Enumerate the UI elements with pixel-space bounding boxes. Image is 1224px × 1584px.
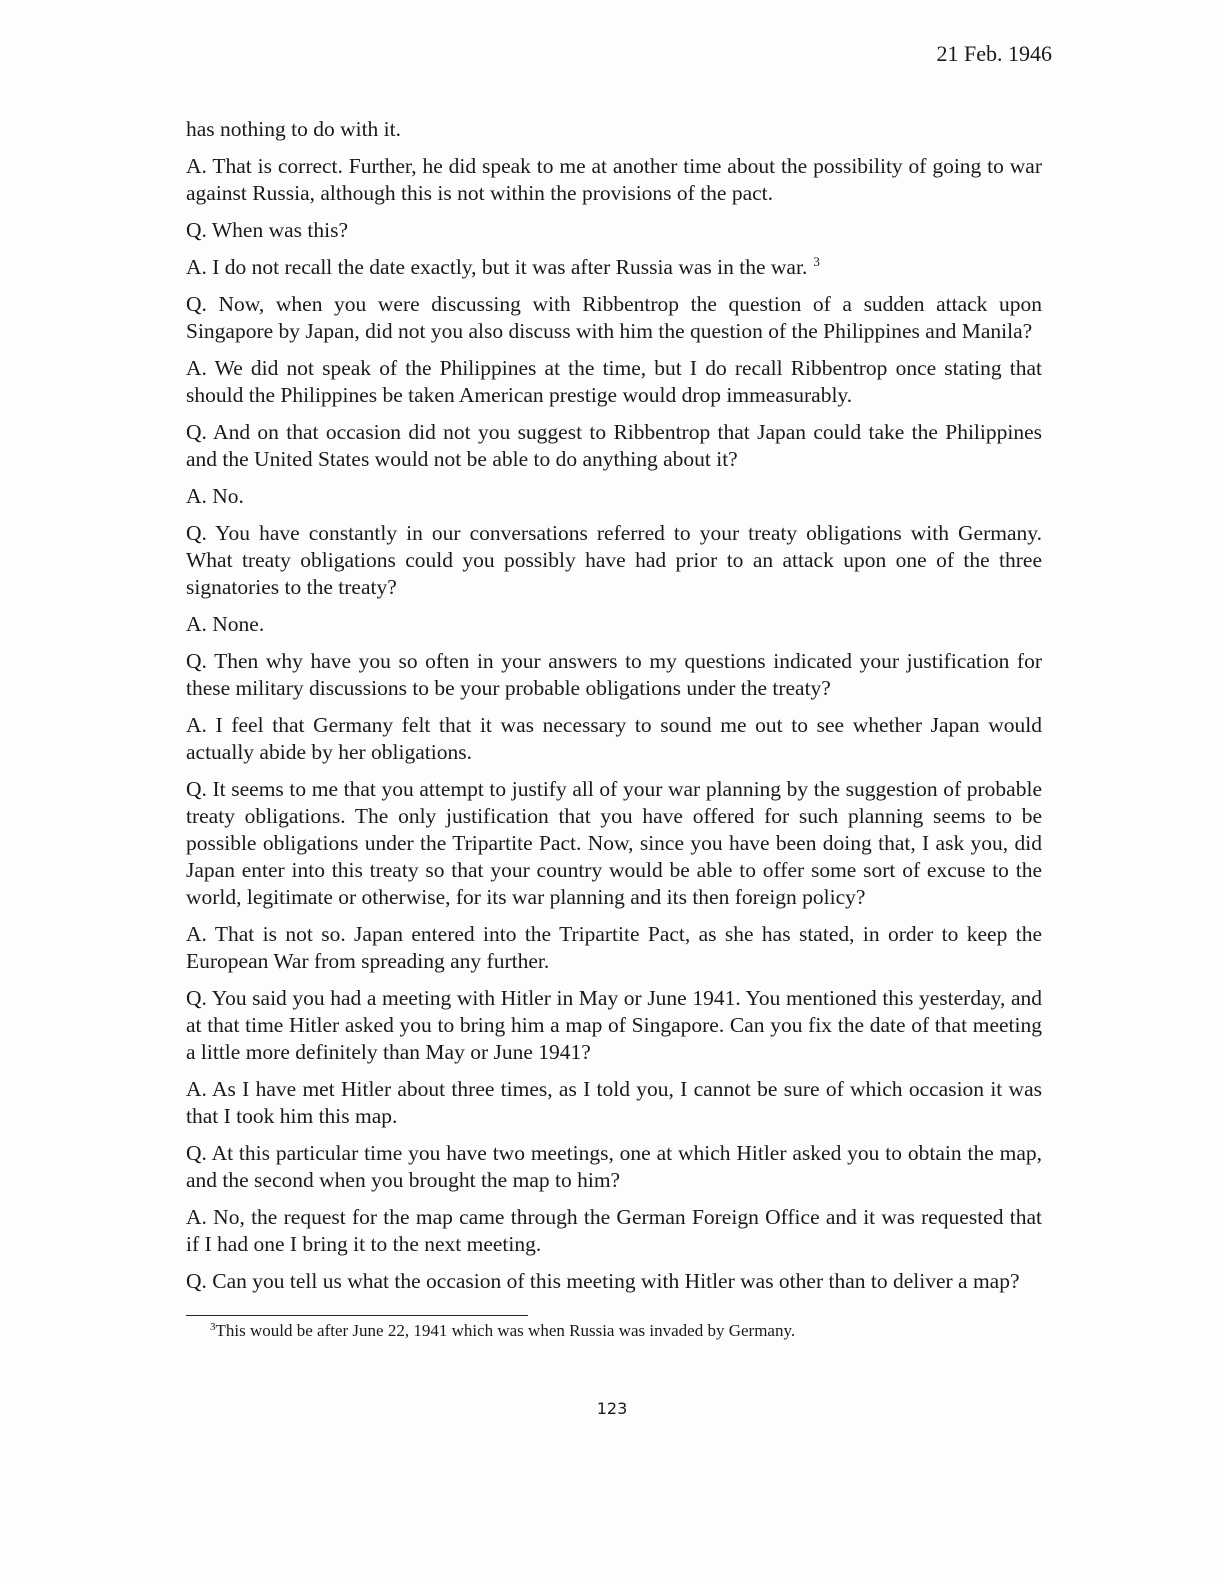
paragraph [186,483,1042,510]
paragraph-text: Q. Then why have you so often in your answers to my questions indicated your justification for these military discussions to be your probable obligations under the treaty? [186,649,1042,700]
paragraph-text: Q. When was this? [186,218,349,242]
paragraph-text: A. We did not speak of the Philippines at the time, but I do recall Ribbentrop once stating that should the Philippines be taken American prestige would drop immeasurably. [186,356,1042,407]
header-date: 21 Feb. 1946 [936,41,1052,66]
paragraph-text: A. No. [186,484,244,508]
paragraph [186,419,1042,473]
footnote [210,1320,795,1342]
paragraph-text: A. I do not recall the date exactly, but it was after Russia was in the war. [186,255,808,279]
paragraph [186,1268,1042,1295]
paragraph-text: A. That is not so. Japan entered into the Tripartite Pact, as she has stated, in order to keep the European War from spreading any further. [186,922,1042,973]
paragraph [186,921,1042,975]
paragraph [186,291,1042,345]
paragraph [186,1204,1042,1258]
page-number: 123 [596,1399,628,1418]
footnote-reference[interactable]: 3 [813,254,820,269]
paragraph [186,520,1042,601]
paragraph [186,355,1042,409]
paragraph [186,985,1042,1066]
paragraph [186,116,1042,143]
paragraph [186,254,1042,281]
footnote-marker: 3 [210,1321,216,1333]
paragraph [186,153,1042,207]
paragraph [186,1076,1042,1130]
paragraph-text: A. I feel that Germany felt that it was necessary to sound me out to see whether Japan would actually abide by her obligations. [186,713,1042,764]
transcript-body [186,116,1042,1305]
paragraph-text: Q. Can you tell us what the occasion of this meeting with Hitler was other than to deliver a map? [186,1269,1020,1293]
paragraph-text: Q. At this particular time you have two meetings, one at which Hitler asked you to obtain the map, and the second when you brought the map to him? [186,1141,1042,1192]
paragraph-text: A. That is correct. Further, he did speak to me at another time about the possibility of going to war against Russia, although this is not within the provisions of the pact. [186,154,1042,205]
paragraph-text: Q. It seems to me that you attempt to justify all of your war planning by the suggestion of probable treaty obligations. The only justification that you have offered for such planning seems to be possible obligations under the Tripartite Pact. Now, since you have been doing that, I ask you, did Japan enter into this treaty so that your country would be able to offer some sort of excuse to the world, legitimate or otherwise, for its war planning and its then foreign policy? [186,777,1042,909]
paragraph [186,1140,1042,1194]
paragraph-text: A. As I have met Hitler about three times, as I told you, I cannot be sure of which occasion it was that I took him this map. [186,1077,1042,1128]
paragraph [186,776,1042,911]
paragraph-text: A. None. [186,612,265,636]
paragraph-text: Q. You said you had a meeting with Hitler in May or June 1941. You mentioned this yesterday, and at that time Hitler asked you to bring him a map of Singapore. Can you fix the date of that meeting a little more definitely than May or June 1941? [186,986,1042,1064]
paragraph [186,611,1042,638]
paragraph-text: Q. And on that occasion did not you suggest to Ribbentrop that Japan could take the Philippines and the United States would not be able to do anything about it? [186,420,1042,471]
paragraph-text: Q. You have constantly in our conversations referred to your treaty obligations with Germany. What treaty obligations could you possibly have had prior to an attack upon one of the three signatories to the treaty? [186,521,1042,599]
footnote-text: This would be after June 22, 1941 which was when Russia was invaded by Germany. [215,1321,796,1340]
paragraph-text: A. No, the request for the map came through the German Foreign Office and it was requested that if I had one I bring it to the next meeting. [186,1205,1042,1256]
footnote-divider [186,1315,528,1316]
paragraph [186,648,1042,702]
paragraph-text: has nothing to do with it. [186,117,401,141]
paragraph [186,712,1042,766]
paragraph [186,217,1042,244]
paragraph-text: Q. Now, when you were discussing with Ribbentrop the question of a sudden attack upon Singapore by Japan, did not you also discuss with him the question of the Philippines and Manila? [186,292,1042,343]
